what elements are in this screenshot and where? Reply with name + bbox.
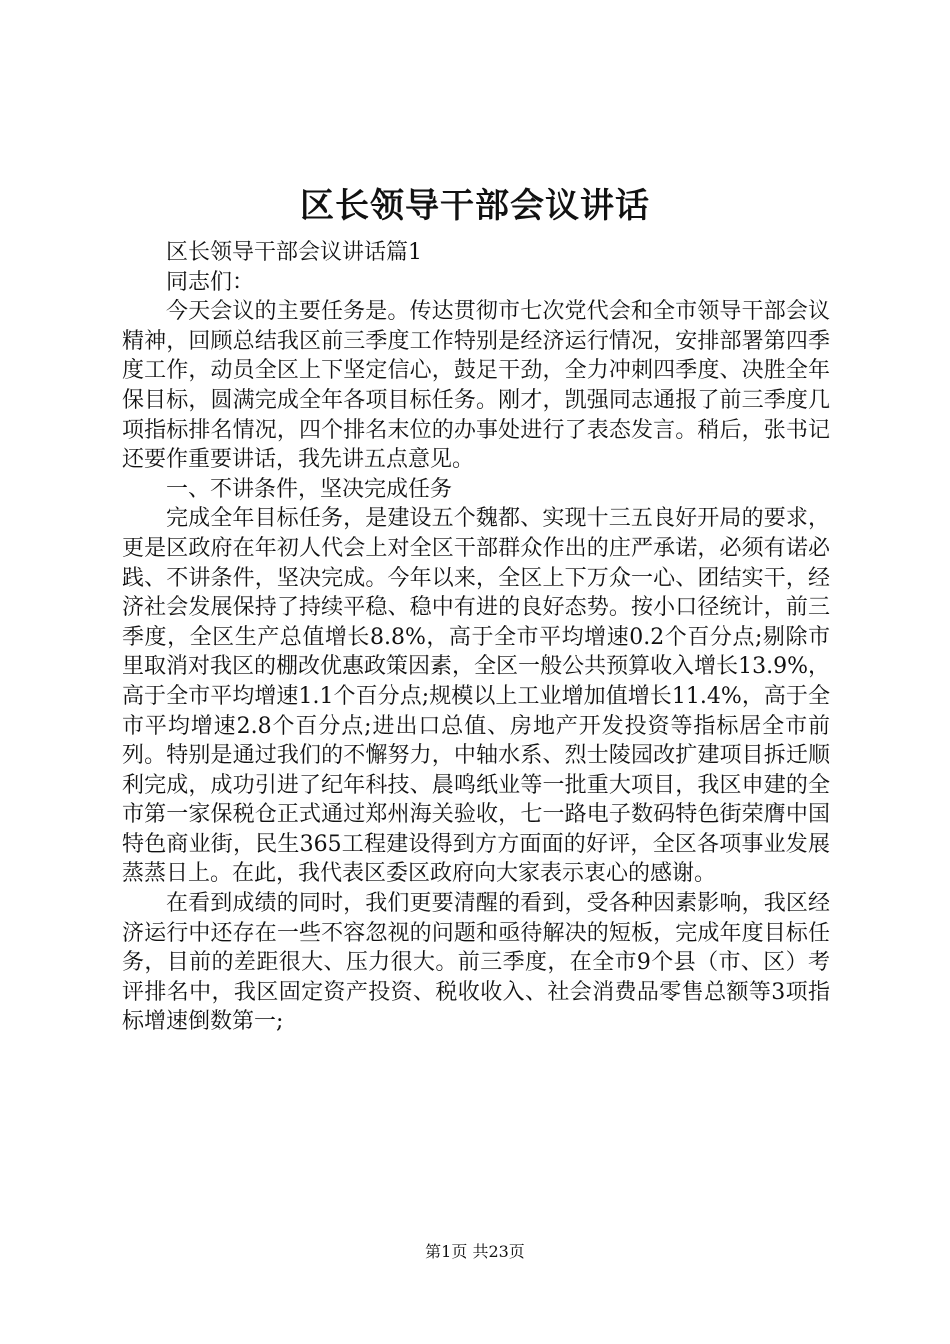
- paragraph: 在看到成绩的同时，我们更要清醒的看到，受各种因素影响，我区经济运行中还存在一些不容忽视的问题和亟待解决的短板，完成年度目标任务，目前的差距很大、压力很大。前三季度，在全市9个县（市、区）考评排名中，我区固定资产投资、税收收入、社会消费品零售总额等3项指标增速倒数第一;: [122, 891, 830, 1035]
- document-body: [122, 238, 830, 1037]
- page-footer: 第1页 共23页: [425, 1242, 525, 1261]
- document-title: 区长领导干部会议讲话: [300, 186, 650, 226]
- section-heading: 一、不讲条件，坚决完成任务: [166, 476, 453, 502]
- paragraph: 区长领导干部会议讲话篇1: [166, 240, 422, 265]
- paragraph: 同志们：: [166, 269, 255, 295]
- paragraph: 完成全年目标任务，是建设五个魏都、实现十三五良好开局的要求，更是区政府在年初人代会上对全区干部群众作出的庄严承诺，必须有诺必践、不讲条件，坚决完成。今年以来，全区上下万众一心、团结实干，经济社会发展保持了持续平稳、稳中有进的良好态势。按小口径统计，前三季度，全区生产总值增长8.8%，高于全市平均增速0.2个百分点;剔除市里取消对我区的棚改优惠政策因素，全区一般公共预算收入增长13.9%，高于全市平均增速1.1个百分点;规模以上工业增加值增长11.4%，高于全市平均增速2.8个百分点;进出口总值、房地产开发投资等指标居全市前列。特别是通过我们的不懈努力，中轴水系、烈士陵园改扩建项目拆迁顺利完成，成功引进了纪年科技、晨鸣纸业等一批重大项目，我区申建的全市第一家保税仓正式通过郑州海关验收，七一路电子数码特色街荣膺中国特色商业街，民生365工程建设得到方方面面的好评，全区各项事业发展蒸蒸日上。在此，我代表区委区政府向大家表示衷心的感谢。: [122, 506, 830, 887]
- paragraph: 今天会议的主要任务是。传达贯彻市七次党代会和全市领导干部会议精神，回顾总结我区前三季度工作特别是经济运行情况，安排部署第四季度工作，动员全区上下坚定信心，鼓足干劲，全力冲刺四季度、决胜全年保目标，圆满完成全年各项目标任务。刚才，凯强同志通报了前三季度几项指标排名情况，四个排名末位的办事处进行了表态发言。稍后，张书记还要作重要讲话，我先讲五点意见。: [122, 299, 830, 473]
